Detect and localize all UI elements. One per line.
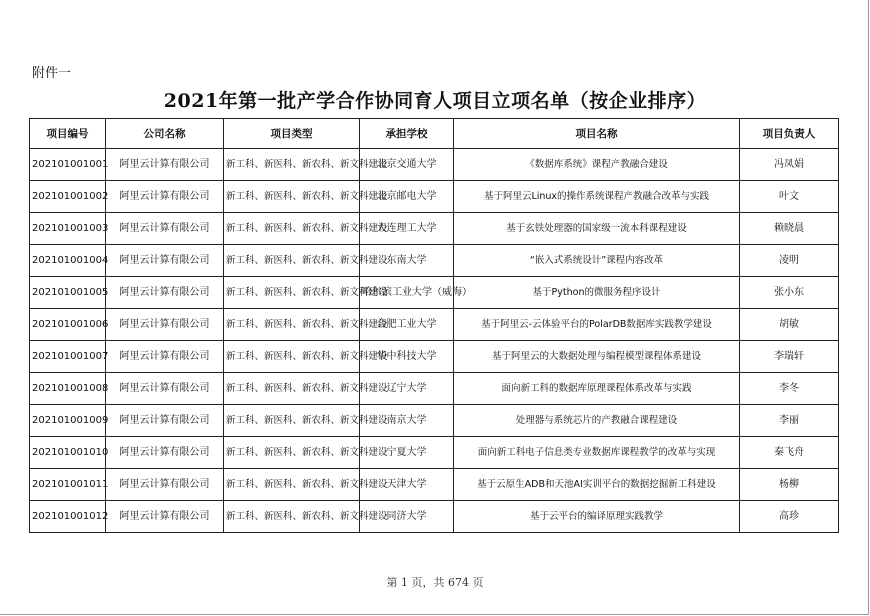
- cell-school: 北京交通大学: [360, 149, 454, 181]
- cell-project-name: 基于云原生ADB和天池AI实训平台的数据挖掘新工科建设: [454, 469, 740, 501]
- cell-project-id: 202101001007: [30, 341, 106, 373]
- cell-company: 阿里云计算有限公司: [106, 373, 224, 405]
- cell-project-name: 基于云平台的编译原理实践教学: [454, 501, 740, 533]
- cell-school: 辽宁大学: [360, 373, 454, 405]
- cell-project-name: 基于阿里云-云体验平台的PolarDB数据库实践教学建设: [454, 309, 740, 341]
- cell-project-id: 202101001009: [30, 405, 106, 437]
- cell-project-id: 202101001002: [30, 181, 106, 213]
- cell-company: 阿里云计算有限公司: [106, 181, 224, 213]
- cell-company: 阿里云计算有限公司: [106, 309, 224, 341]
- table-row: [30, 277, 839, 309]
- cell-project-type: 新工科、新医科、新农科、新文科建设: [224, 501, 360, 533]
- cell-leader: 李瑞轩: [740, 341, 839, 373]
- cell-leader: 叶文: [740, 181, 839, 213]
- cell-leader: 杨柳: [740, 469, 839, 501]
- cell-company: 阿里云计算有限公司: [106, 501, 224, 533]
- cell-school: 天津大学: [360, 469, 454, 501]
- column-header-id: 项目编号: [30, 119, 106, 149]
- cell-project-name: 处理器与系统芯片的产教融合课程建设: [454, 405, 740, 437]
- column-header-school: 承担学校: [360, 119, 454, 149]
- cell-project-type: 新工科、新医科、新农科、新文科建设: [224, 245, 360, 277]
- cell-project-id: 202101001004: [30, 245, 106, 277]
- cell-project-name: 面向新工科的数据库原理课程体系改革与实践: [454, 373, 740, 405]
- table-row: [30, 213, 839, 245]
- cell-school: 北京邮电大学: [360, 181, 454, 213]
- cell-leader: 高珍: [740, 501, 839, 533]
- table-row: [30, 501, 839, 533]
- cell-company: 阿里云计算有限公司: [106, 469, 224, 501]
- attachment-label: 附件一: [32, 66, 72, 81]
- cell-school: 华中科技大学: [360, 341, 454, 373]
- cell-school: 哈尔滨工业大学（威海）: [360, 277, 454, 309]
- cell-company: 阿里云计算有限公司: [106, 341, 224, 373]
- cell-project-type: 新工科、新医科、新农科、新文科建设: [224, 405, 360, 437]
- document-title: 2021年第一批产学合作协同育人项目立项名单（按企业排序）: [163, 90, 707, 112]
- cell-project-name: 基于阿里云的大数据处理与编程模型课程体系建设: [454, 341, 740, 373]
- cell-project-type: 新工科、新医科、新农科、新文科建设: [224, 277, 360, 309]
- cell-project-id: 202101001003: [30, 213, 106, 245]
- cell-company: 阿里云计算有限公司: [106, 277, 224, 309]
- cell-project-type: 新工科、新医科、新农科、新文科建设: [224, 341, 360, 373]
- table-row: [30, 181, 839, 213]
- cell-project-name: 基于Python的微服务程序设计: [454, 277, 740, 309]
- cell-project-type: 新工科、新医科、新农科、新文科建设: [224, 181, 360, 213]
- cell-project-id: 202101001005: [30, 277, 106, 309]
- cell-project-id: 202101001012: [30, 501, 106, 533]
- cell-company: 阿里云计算有限公司: [106, 213, 224, 245]
- cell-school: 宁夏大学: [360, 437, 454, 469]
- cell-project-type: 新工科、新医科、新农科、新文科建设: [224, 149, 360, 181]
- cell-school: 同济大学: [360, 501, 454, 533]
- table-row: [30, 469, 839, 501]
- cell-leader: 胡敏: [740, 309, 839, 341]
- cell-project-id: 202101001006: [30, 309, 106, 341]
- column-header-company: 公司名称: [106, 119, 224, 149]
- table-header-row: [30, 119, 839, 149]
- table-row: [30, 341, 839, 373]
- cell-project-id: 202101001008: [30, 373, 106, 405]
- cell-company: 阿里云计算有限公司: [106, 245, 224, 277]
- cell-leader: 秦飞舟: [740, 437, 839, 469]
- cell-school: 大连理工大学: [360, 213, 454, 245]
- project-list-table: [29, 118, 839, 533]
- table-row: [30, 245, 839, 277]
- column-header-project: 项目名称: [454, 119, 740, 149]
- cell-project-type: 新工科、新医科、新农科、新文科建设: [224, 213, 360, 245]
- page-number: 第 1 页，共 674 页: [386, 576, 484, 589]
- table-row: [30, 149, 839, 181]
- cell-project-type: 新工科、新医科、新农科、新文科建设: [224, 373, 360, 405]
- cell-project-type: 新工科、新医科、新农科、新文科建设: [224, 309, 360, 341]
- table-row: [30, 437, 839, 469]
- cell-company: 阿里云计算有限公司: [106, 149, 224, 181]
- cell-leader: 冯凤娟: [740, 149, 839, 181]
- cell-project-name: 面向新工科电子信息类专业数据库课程教学的改革与实现: [454, 437, 740, 469]
- cell-leader: 张小东: [740, 277, 839, 309]
- cell-leader: 李丽: [740, 405, 839, 437]
- table-row: [30, 405, 839, 437]
- cell-company: 阿里云计算有限公司: [106, 405, 224, 437]
- cell-school: 合肥工业大学: [360, 309, 454, 341]
- cell-project-type: 新工科、新医科、新农科、新文科建设: [224, 437, 360, 469]
- cell-project-name: 基于玄铁处理器的国家级一流本科课程建设: [454, 213, 740, 245]
- cell-company: 阿里云计算有限公司: [106, 437, 224, 469]
- cell-school: 南京大学: [360, 405, 454, 437]
- table-row: [30, 309, 839, 341]
- cell-leader: 赖晓晨: [740, 213, 839, 245]
- cell-school: 东南大学: [360, 245, 454, 277]
- column-header-type: 项目类型: [224, 119, 360, 149]
- cell-project-id: 202101001011: [30, 469, 106, 501]
- cell-project-name: 基于阿里云Linux的操作系统课程产教融合改革与实践: [454, 181, 740, 213]
- cell-project-id: 202101001010: [30, 437, 106, 469]
- column-header-leader: 项目负责人: [740, 119, 839, 149]
- table-row: [30, 373, 839, 405]
- cell-leader: 凌明: [740, 245, 839, 277]
- cell-project-name: 《数据库系统》课程产教融合建设: [454, 149, 740, 181]
- cell-project-type: 新工科、新医科、新农科、新文科建设: [224, 469, 360, 501]
- cell-project-id: 202101001001: [30, 149, 106, 181]
- cell-project-name: “嵌入式系统设计”课程内容改革: [454, 245, 740, 277]
- cell-leader: 李冬: [740, 373, 839, 405]
